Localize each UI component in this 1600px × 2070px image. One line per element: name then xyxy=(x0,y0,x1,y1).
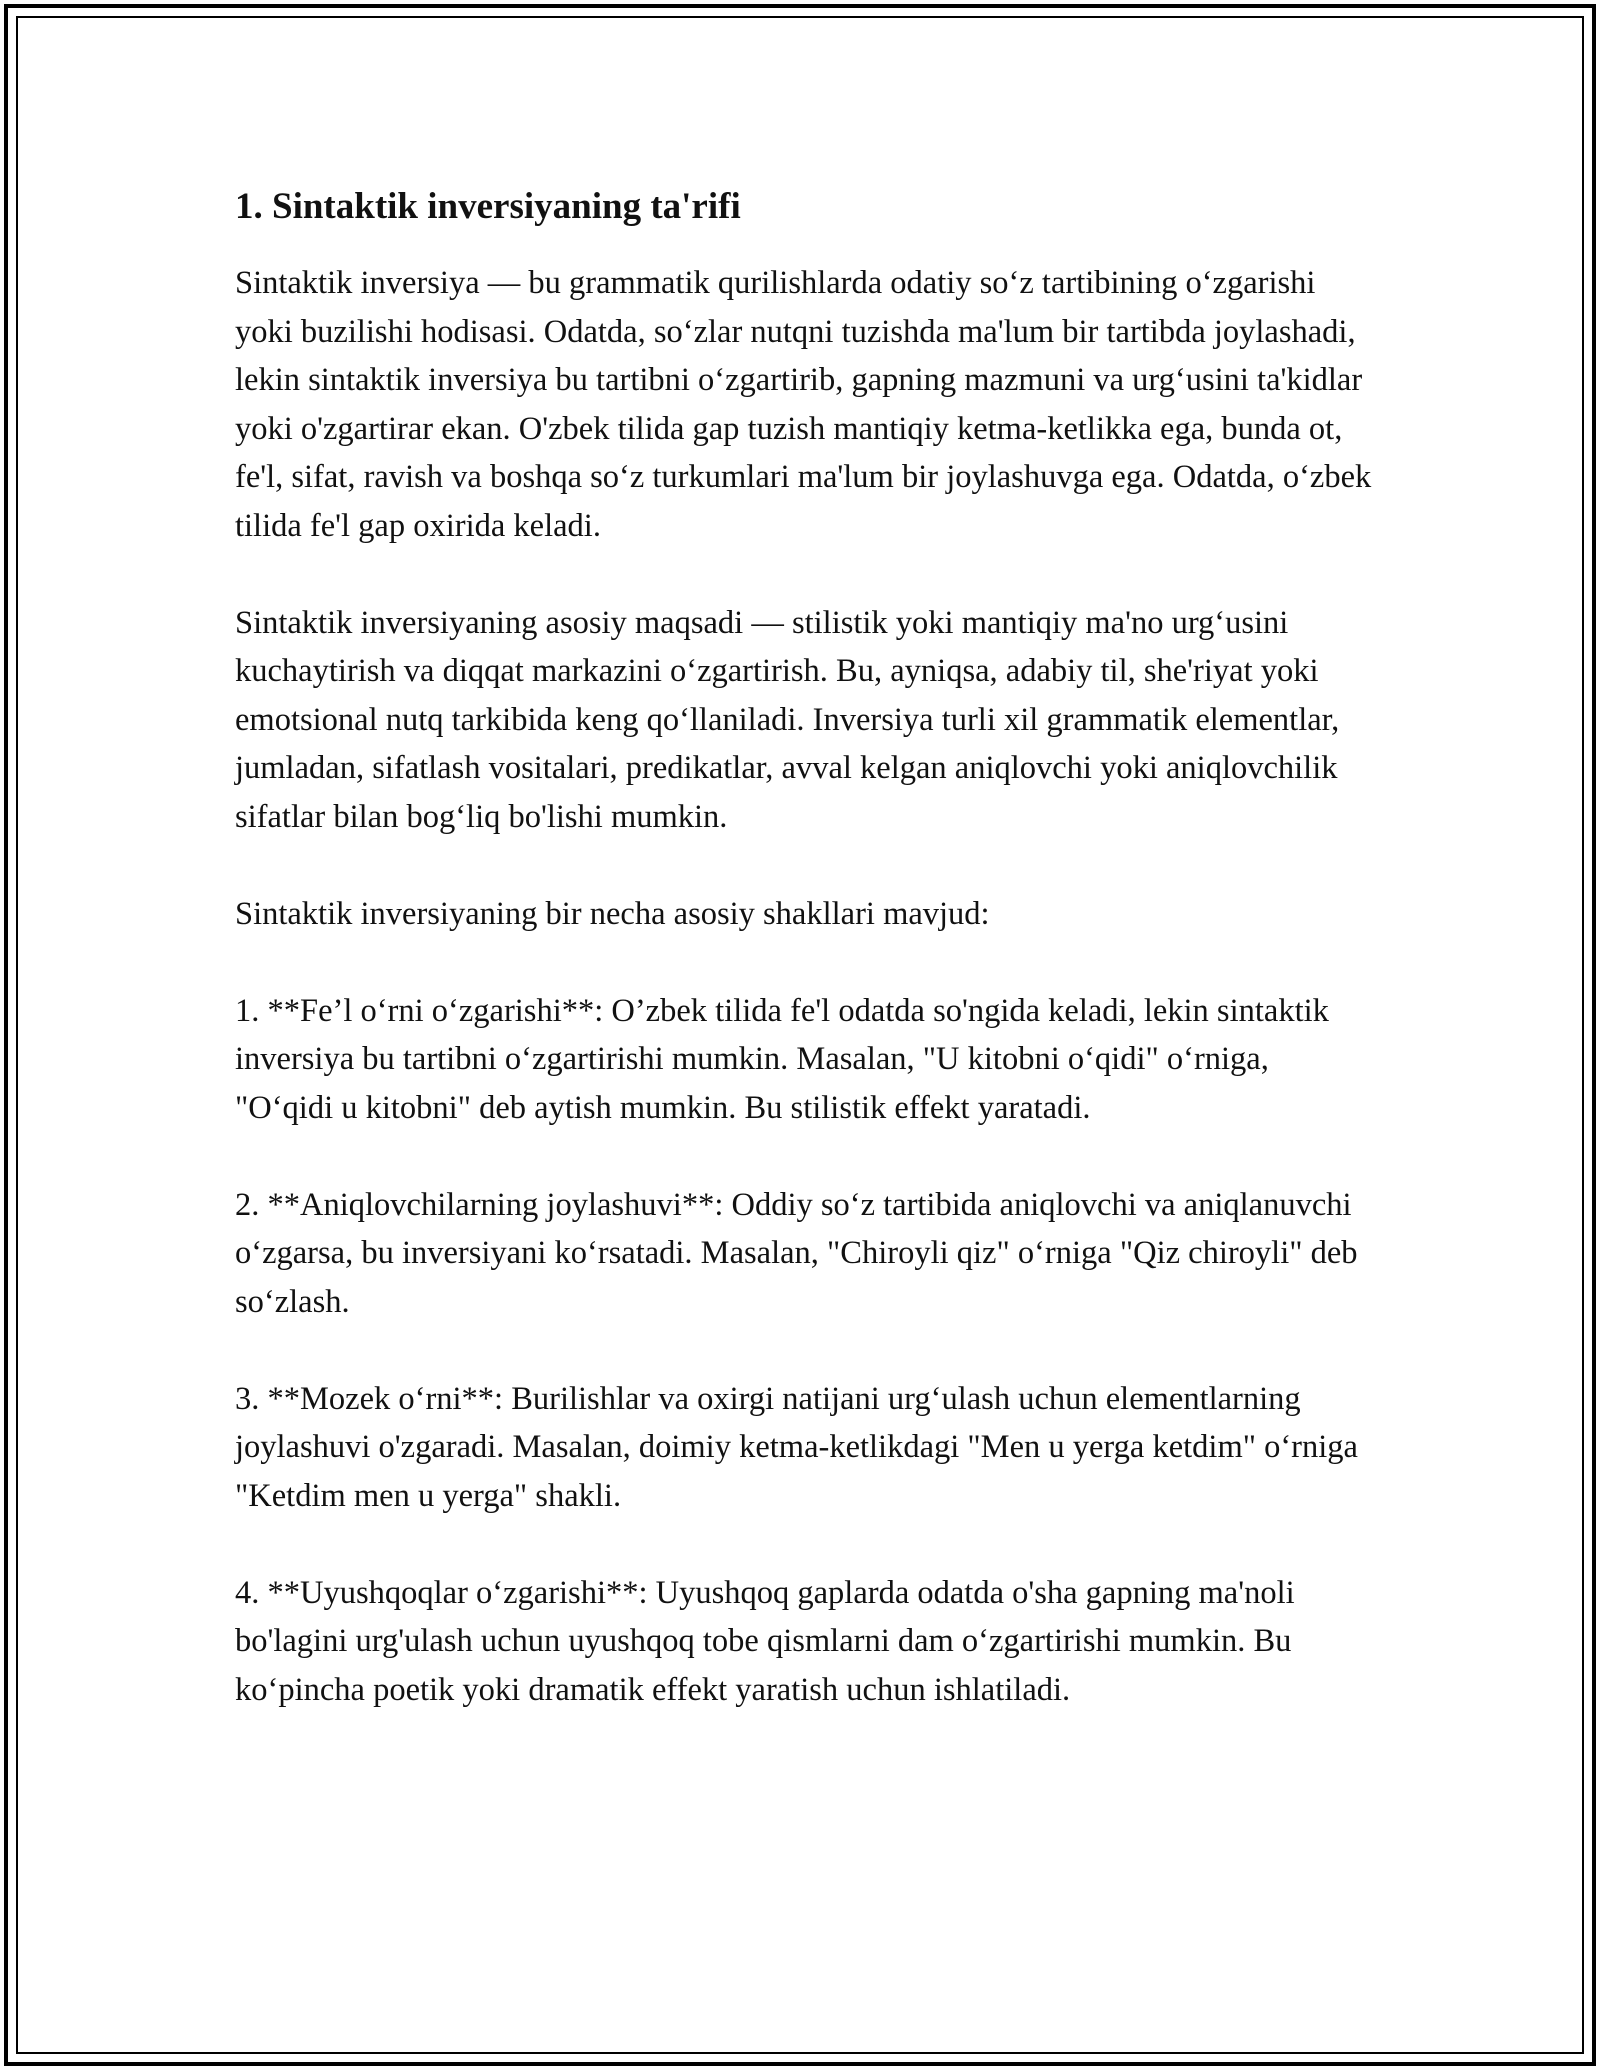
document-body xyxy=(235,183,1375,1763)
list-item-3: 3. **Mozek o‘rni**: Burilishlar va oxirgi natijani urg‘ulash uchun elementlarning joylashuvi o'zgaradi. Masalan, doimiy ketma-ketlikdagi "Men u yerga ketdim" o‘rniga "Ketdim men u yerga" shakli. xyxy=(235,1380,1358,1514)
section-heading: 1. Sintaktik inversiyaning ta'rifi xyxy=(235,186,741,227)
paragraph-forms-intro: Sintaktik inversiyaning bir necha asosiy shakllari mavjud: xyxy=(235,895,990,932)
paragraph-definition: Sintaktik inversiya — bu grammatik qurilishlarda odatiy so‘z tartibining o‘zgarishi yoki buzilishi hodisasi. Odatda, so‘zlar nutqni tuzishda ma'lum bir tartibda joylashadi, lekin sintaktik inversiya bu tartibni o‘zgartirib, gapning mazmuni va urg‘usini ta'kidlar yoki o'zgartirar ekan. O'zbek tilida gap tuzish mantiqiy ketma-ketlikka ega, bunda ot, fe'l, sifat, ravish va boshqa so‘z turkumlari ma'lum bir joylashuvga ega. Odatda, o‘zbek tilida fe'l gap oxirida keladi. xyxy=(235,265,1372,544)
list-item-1: 1. **Fe’l o‘rni o‘zgarishi**: O’zbek tilida fe'l odatda so'ngida keladi, lekin sintaktik inversiya bu tartibni o‘zgartirishi mumkin. Masalan, "U kitobni o‘qidi" o‘rniga, "O‘qidi u kitobni" deb aytish mumkin. Bu stilistik effekt yaratadi. xyxy=(235,992,1329,1126)
list-item-2: 2. **Aniqlovchilarning joylashuvi**: Oddiy so‘z tartibida aniqlovchi va aniqlanuvchi o‘zgarsa, bu inversiyani ko‘rsatadi. Masalan, "Chiroyli qiz" o‘rniga "Qiz chiroyli" deb so‘zlash. xyxy=(235,1186,1358,1320)
list-item-4: 4. **Uyushqoqlar o‘zgarishi**: Uyushqoq gaplarda odatda o'sha gapning ma'noli bo'lagini urg'ulash uchun uyushqoq tobe qismlarni dam o‘zgartirishi mumkin. Bu ko‘pincha poetik yoki dramatik effekt yaratish uchun ishlatiladi. xyxy=(235,1574,1295,1708)
paragraph-purpose: Sintaktik inversiyaning asosiy maqsadi — stilistik yoki mantiqiy ma'no urg‘usini kuchaytirish va diqqat markazini o‘zgartirish. Bu, ayniqsa, adabiy til, she'riyat yoki emotsional nutq tarkibida keng qo‘llaniladi. Inversiya turli xil grammatik elementlar, jumladan, sifatlash vositalari, predikatlar, avval kelgan aniqlovchi yoki aniqlovchilik sifatlar bilan bog‘liq bo'lishi mumkin. xyxy=(235,604,1340,835)
